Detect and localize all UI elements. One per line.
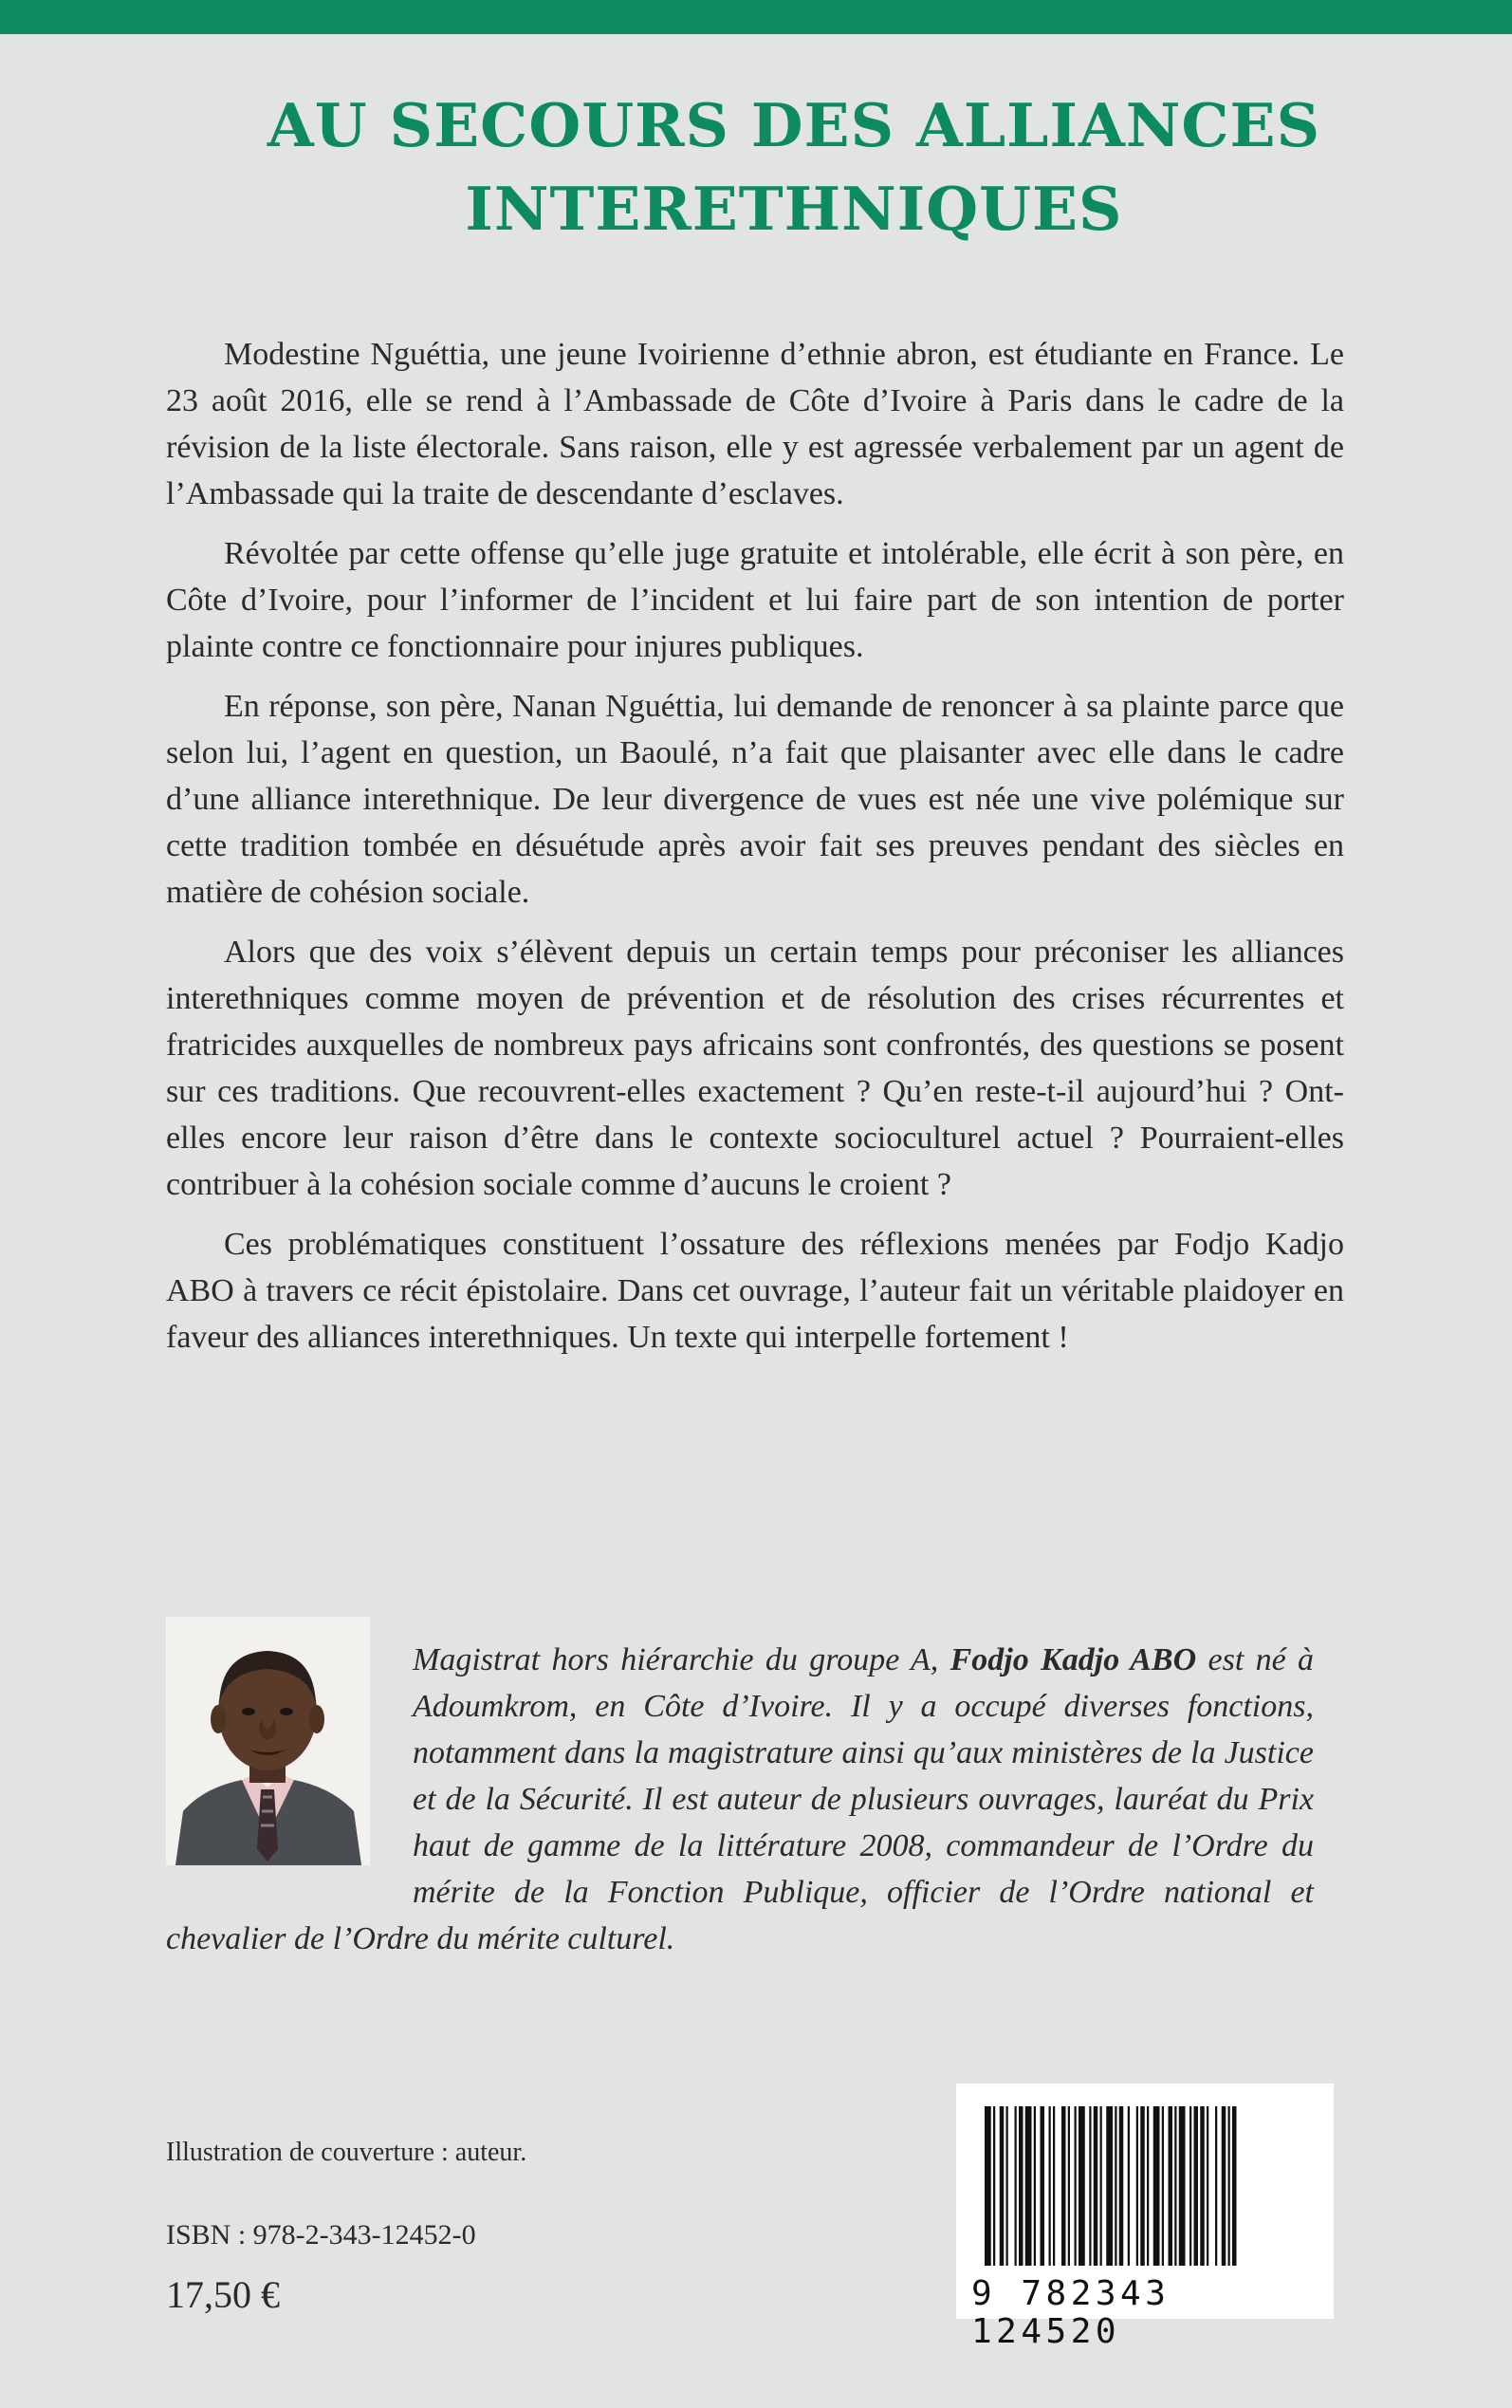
title-line-2: INTERETHNIQUES bbox=[465, 174, 1123, 244]
barcode-bar bbox=[1194, 2106, 1199, 2266]
author-bio bbox=[166, 1637, 1314, 1962]
barcode-digits: 9 782343 124520 bbox=[971, 2274, 1171, 2351]
barcode-bar bbox=[1006, 2106, 1008, 2266]
author-bio-intro: Magistrat hors hiérarchie du groupe A, bbox=[413, 1642, 950, 1677]
barcode-bar bbox=[1015, 2106, 1017, 2266]
top-color-band bbox=[0, 0, 1512, 34]
barcode-bar bbox=[1019, 2106, 1023, 2266]
barcode-bar bbox=[1222, 2106, 1226, 2266]
author-name: Fodjo Kadjo ABO bbox=[950, 1642, 1197, 1677]
barcode-bar bbox=[1140, 2106, 1145, 2266]
barcode-bar bbox=[1034, 2106, 1036, 2266]
blurb-paragraph: Révoltée par cette offense qu’elle juge gratuite et intolérable, elle écrit à son père, en Côte d’Ivoire, pour l’informer de l’incident et lui faire part de son intention de porter plainte contre ce fonctionnaire pour injures publiques. bbox=[166, 536, 1344, 664]
isbn: ISBN : 978-2-343-12452-0 bbox=[166, 2219, 476, 2251]
barcode-bar bbox=[1207, 2106, 1208, 2266]
barcode-bar bbox=[1061, 2106, 1066, 2266]
blurb-paragraph: En réponse, son père, Nanan Nguéttia, lui demande de renoncer à sa plainte parce que selon lui, l’agent en question, un Baoulé, n’a fait que plaisanter avec elle dans le cadre d’une alliance interethnique. De leur divergence de vues est née une vive polémique sur cette tradition tombée en désuétude après avoir fait ses preuves pendant des siècles en matière de cohésion sociale. bbox=[166, 689, 1344, 910]
barcode-bar bbox=[1169, 2106, 1173, 2266]
cover-illustration-credit: Illustration de couverture : auteur. bbox=[166, 2138, 527, 2167]
barcode-bar bbox=[1119, 2106, 1124, 2266]
barcode-bar bbox=[1041, 2106, 1045, 2266]
author-bio-rest: est né à Adoumkrom, en Côte d’Ivoire. Il y a occupé diverses fonctions, notamment dans la magistrature ainsi qu’aux ministères de la Justice et de la Sécurité. Il est auteur de plusieurs ouvrages, lauréat du Prix haut de gamme de la littérature 2008, commandeur de l’Ordre du mérite de la Fonction Publique, officier de l’Ordre national et chevalier de l’Ordre du mérite culturel. bbox=[166, 1642, 1315, 1956]
blurb-paragraph: Alors que des voix s’élèvent depuis un certain temps pour préconiser les alliances interethniques comme moyen de prévention et de résolution des crises récurrentes et fratricides auxquelles de nombreux pays africains sont confrontés, des questions se posent sur ces traditions. Que recouvrent-elles exactement ? Qu’en reste-t-il aujourd’hui ? Ont-elles encore leur raison d’être dans le contexte socioculturel actuel ? Pourraient-elles contribuer à la cohésion sociale comme d’aucuns le croient ? bbox=[166, 935, 1344, 1202]
blurb-paragraph: Ces problématiques constituent l’ossature des réflexions menées par Fodjo Kadjo ABO à travers ce récit épistolaire. Dans cet ouvrage, l’auteur fait un véritable plaidoyer en faveur des alliances interethniques. Un texte qui interpelle fortement ! bbox=[166, 1227, 1344, 1355]
barcode-bar bbox=[1189, 2106, 1191, 2266]
barcode-bar bbox=[1025, 2106, 1032, 2266]
barcode-bar bbox=[1075, 2106, 1077, 2266]
photo-spacer bbox=[166, 1637, 413, 1876]
barcode-bar bbox=[1153, 2106, 1160, 2266]
barcode-bar bbox=[1106, 2106, 1113, 2266]
barcode-bar bbox=[1174, 2106, 1176, 2266]
barcode-bar bbox=[1094, 2106, 1098, 2266]
barcode-bar bbox=[993, 2106, 995, 2266]
barcode-bar bbox=[1228, 2106, 1230, 2266]
barcode-bar bbox=[1000, 2106, 1005, 2266]
barcode-bar bbox=[985, 2106, 991, 2266]
barcode-bar bbox=[1100, 2106, 1102, 2266]
barcode-bar bbox=[1162, 2106, 1164, 2266]
barcode-bar bbox=[1128, 2106, 1130, 2266]
price: 17,50 € bbox=[166, 2273, 280, 2316]
barcode-bar bbox=[1147, 2106, 1149, 2266]
book-title bbox=[114, 83, 1474, 250]
barcode-bar bbox=[1089, 2106, 1091, 2266]
barcode-bar bbox=[1049, 2106, 1051, 2266]
barcode-bar bbox=[1053, 2106, 1055, 2266]
barcode-bar bbox=[1179, 2106, 1186, 2266]
back-cover-blurb bbox=[166, 331, 1344, 1374]
title-line-1: AU SECOURS DES ALLIANCES bbox=[267, 90, 1321, 160]
barcode-bar bbox=[1079, 2106, 1085, 2266]
barcode-bar bbox=[1232, 2106, 1237, 2266]
barcode-bar bbox=[1115, 2106, 1116, 2266]
barcode-bar bbox=[1136, 2106, 1138, 2266]
blurb-paragraph: Modestine Nguéttia, une jeune Ivoirienne d’ethnie abron, est étudiante en France. Le 23 août 2016, elle se rend à l’Ambassade de Côte d’Ivoire à Paris dans le cadre de la révision de la liste électorale. Sans raison, elle y est agressée verbalement par un agent de l’Ambassade qui la traite de descendante d’esclaves. bbox=[166, 337, 1344, 511]
barcode-bar bbox=[1200, 2106, 1205, 2266]
barcode-bar bbox=[1215, 2106, 1217, 2266]
barcode-bar bbox=[1068, 2106, 1070, 2266]
